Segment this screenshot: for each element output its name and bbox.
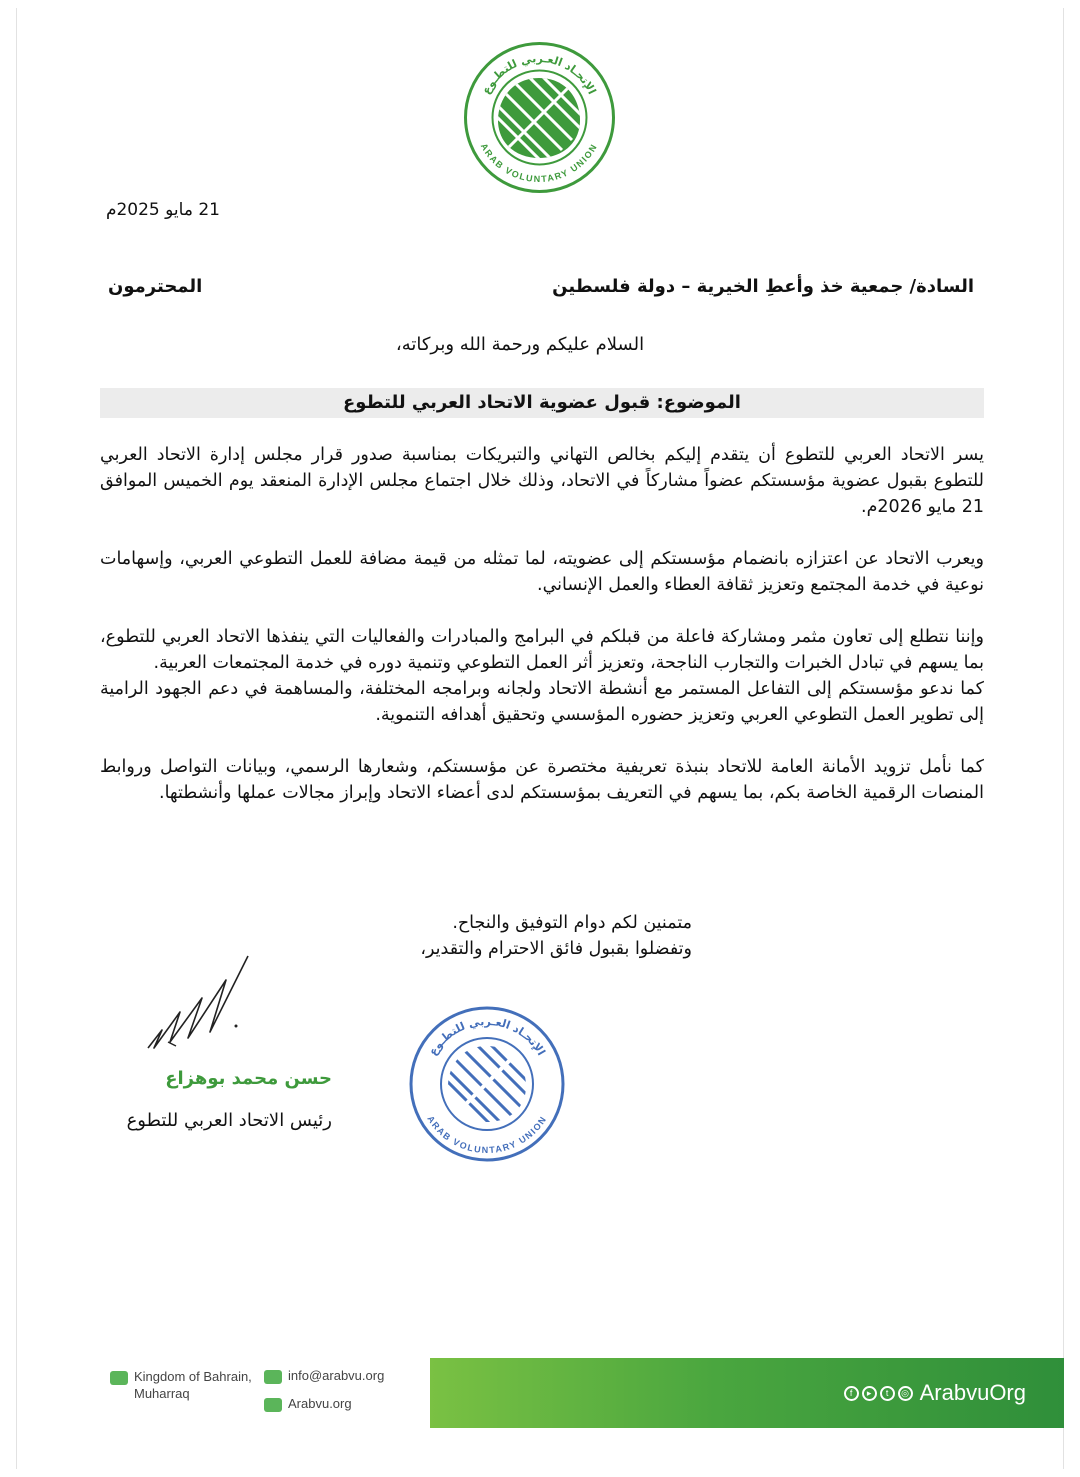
subject-line: الموضوع: قبول عضوية الاتحاد العربي للتطوع bbox=[100, 388, 984, 418]
logo-english-ring: ARAB VOLUNTARY UNION bbox=[478, 141, 600, 185]
location-line-2: Muharraq bbox=[134, 1386, 190, 1401]
footer-location bbox=[110, 1368, 252, 1402]
social-handle[interactable]: ArabvuOrg bbox=[919, 1380, 1026, 1405]
paragraph-2: ويعرب الاتحاد عن اعتزازه بانضمام مؤسستكم إلى عضويته، لما تمثله من قيمة مضافة للعمل التطوعي العربي، وإسهامات نوعية في خدمة المجتمع وتعزيز ثقافة العطاء والعمل الإنساني. bbox=[100, 549, 984, 595]
letter-body bbox=[100, 442, 984, 806]
stamp-english-ring: ARAB VOLUNTARY UNION bbox=[425, 1113, 549, 1156]
signatory-name: حسن محمد بوهزاع bbox=[165, 1068, 332, 1089]
paragraph-1: يسر الاتحاد العربي للتطوع أن يتقدم إليكم بخالص التهاني والتبريكات بمناسبة صدور قرار مجلس إدارة الاتحاد العربي للتطوع بقبول عضوية مؤسستكم عضواً مشاركاً في الاتحاد، وذلك خلال اجتماع مجلس الإدارة المنعقد يوم الخميس الموافق 21 مايو 2026م. bbox=[100, 445, 984, 517]
twitter-icon[interactable]: t bbox=[880, 1386, 895, 1401]
location-pin-icon bbox=[110, 1371, 128, 1385]
social-links[interactable] bbox=[844, 1380, 1026, 1406]
footer-website[interactable] bbox=[264, 1396, 352, 1412]
location-line-1: Kingdom of Bahrain, bbox=[134, 1369, 252, 1384]
letter-date: 21 مايو 2025م bbox=[105, 200, 220, 220]
website-text[interactable]: Arabvu.org bbox=[288, 1396, 352, 1411]
youtube-icon[interactable]: ▸ bbox=[862, 1386, 877, 1401]
footer-green-bar bbox=[430, 1358, 1064, 1428]
logo-arabic-ring: الإتحـاد العـربي للتطـوع bbox=[479, 51, 599, 97]
website-icon bbox=[264, 1398, 282, 1412]
paragraph-3: وإننا نتطلع إلى تعاون مثمر ومشاركة فاعلة من قبلكم في البرامج والمبادرات والفعاليات التي ينفذها الاتحاد العربي للتطوع، بما يسهم في تبادل الخبرات والتجارب الناجحة، وتعزيز أثر العمل التطوعي وتنمية دوره في خدمة المجتمعات العربية. bbox=[100, 627, 984, 673]
respected-salutation: المحترمون bbox=[108, 276, 203, 297]
email-icon bbox=[264, 1370, 282, 1384]
paragraph-4: كما ندعو مؤسستكم إلى التفاعل المستمر مع أنشطة الاتحاد ولجانه وبرامجه المختلفة، والمساهمة في دعم الجهود الرامية إلى تطوير العمل التطوعي العربي وتعزيز حضوره المؤسسي وتحقيق أهدافه التنموية. bbox=[100, 679, 984, 725]
footer-email[interactable] bbox=[264, 1368, 384, 1384]
signatory-title: رئيس الاتحاد العربي للتطوع bbox=[126, 1110, 332, 1131]
official-stamp bbox=[402, 1002, 572, 1162]
closing bbox=[420, 910, 692, 962]
facebook-icon[interactable]: f bbox=[844, 1386, 859, 1401]
email-text[interactable]: info@arabvu.org bbox=[288, 1368, 385, 1383]
recipient: السادة/ جمعية خذ وأعطِ الخيرية – دولة فلسطين bbox=[552, 276, 974, 297]
closing-line-1: متمنين لكم دوام التوفيق والنجاح. bbox=[452, 913, 692, 933]
arab-voluntary-union-logo bbox=[462, 40, 617, 195]
paragraph-5: كما نأمل تزويد الأمانة العامة للاتحاد بنبذة تعريفية مختصرة عن مؤسستكم، وشعارها الرسمي، وبيانات التواصل وروابط المنصات الرقمية الخاصة بكم، بما يسهم في التعريف بمؤسستكم لدى أعضاء الاتحاد وإبراز مجالات عملها وأنشطتها. bbox=[100, 757, 984, 803]
stamp-arabic-ring: الإتحـاد العـربي للتطـوع bbox=[426, 1014, 548, 1058]
instagram-icon[interactable]: ◎ bbox=[898, 1386, 913, 1401]
greeting: السلام عليكم ورحمة الله وبركاته، bbox=[395, 334, 645, 355]
closing-line-2: وتفضلوا بقبول فائق الاحترام والتقدير، bbox=[420, 939, 692, 959]
handwritten-signature bbox=[140, 950, 270, 1060]
